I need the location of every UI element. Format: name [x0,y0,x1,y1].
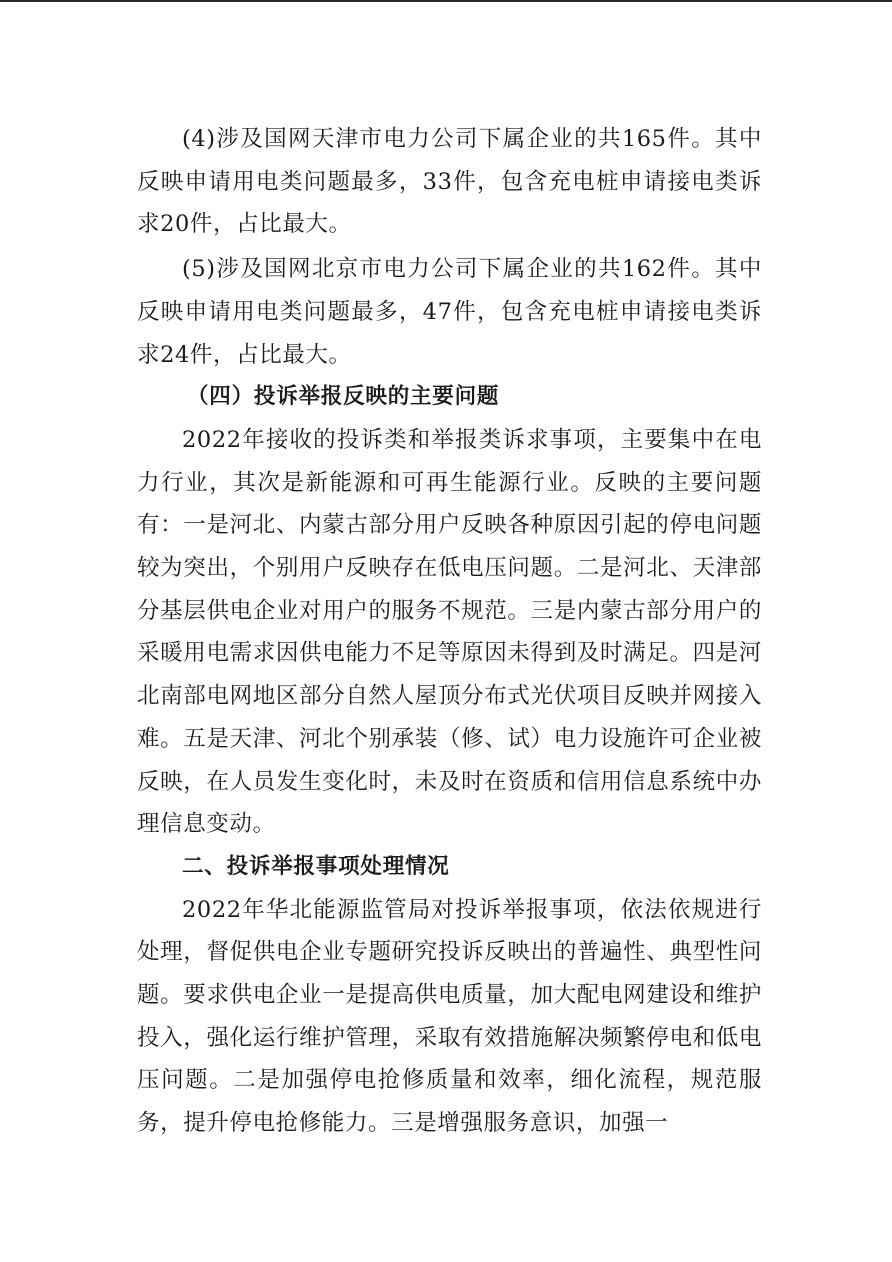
section-heading-main-issues: （四）投诉举报反映的主要问题 [187,384,500,410]
section-heading-handling: 二、投诉举报事项处理情况 [182,853,450,879]
paragraph-main-issues: 2022年接收的投诉类和举报类诉求事项，主要集中在电力行业，其次是新能源和可再生能源行业。反映的主要问题有：一是河北、内蒙古部分用户反映各种原因引起的停电问题较为突出，个别用户反映存在低电压问题。二是河北、天津部分基层供电企业对用户的服务不规范。三是内蒙古部分用户的采暖用电需求因供电能力不足等原因未得到及时满足。四是河北南部电网地区部分自然人屋顶分布式光伏项目反映并网接入难。五是天津、河北个别承装（修、试）电力设施许可企业被反映，在人员发生变化时，未及时在资质和信用信息系统中办理信息变动。 [137,426,762,838]
page-top-border [0,0,892,2]
paragraph-beijing-complaints: (5)涉及国网北京市电力公司下属企业的共162件。其中反映申请用电类问题最多，47件，包含充电桩申请接电类诉求24件，占比最大。 [137,256,762,368]
document-page [137,118,762,1145]
paragraph-handling: 2022年华北能源监管局对投诉举报事项，依法依规进行处理，督促供电企业专题研究投诉反映出的普遍性、典型性问题。要求供电企业一是提高供电质量，加大配电网建设和维护投入，强化运行维护管理，采取有效措施解决频繁停电和低电压问题。二是加强停电抢修质量和效率，细化流程，规范服务，提升停电抢修能力。三是增强服务意识，加强一 [137,896,762,1137]
paragraph-tianjin-complaints: (4)涉及国网天津市电力公司下属企业的共165件。其中反映申请用电类问题最多，33件，包含充电桩申请接电类诉求20件，占比最大。 [137,126,762,238]
